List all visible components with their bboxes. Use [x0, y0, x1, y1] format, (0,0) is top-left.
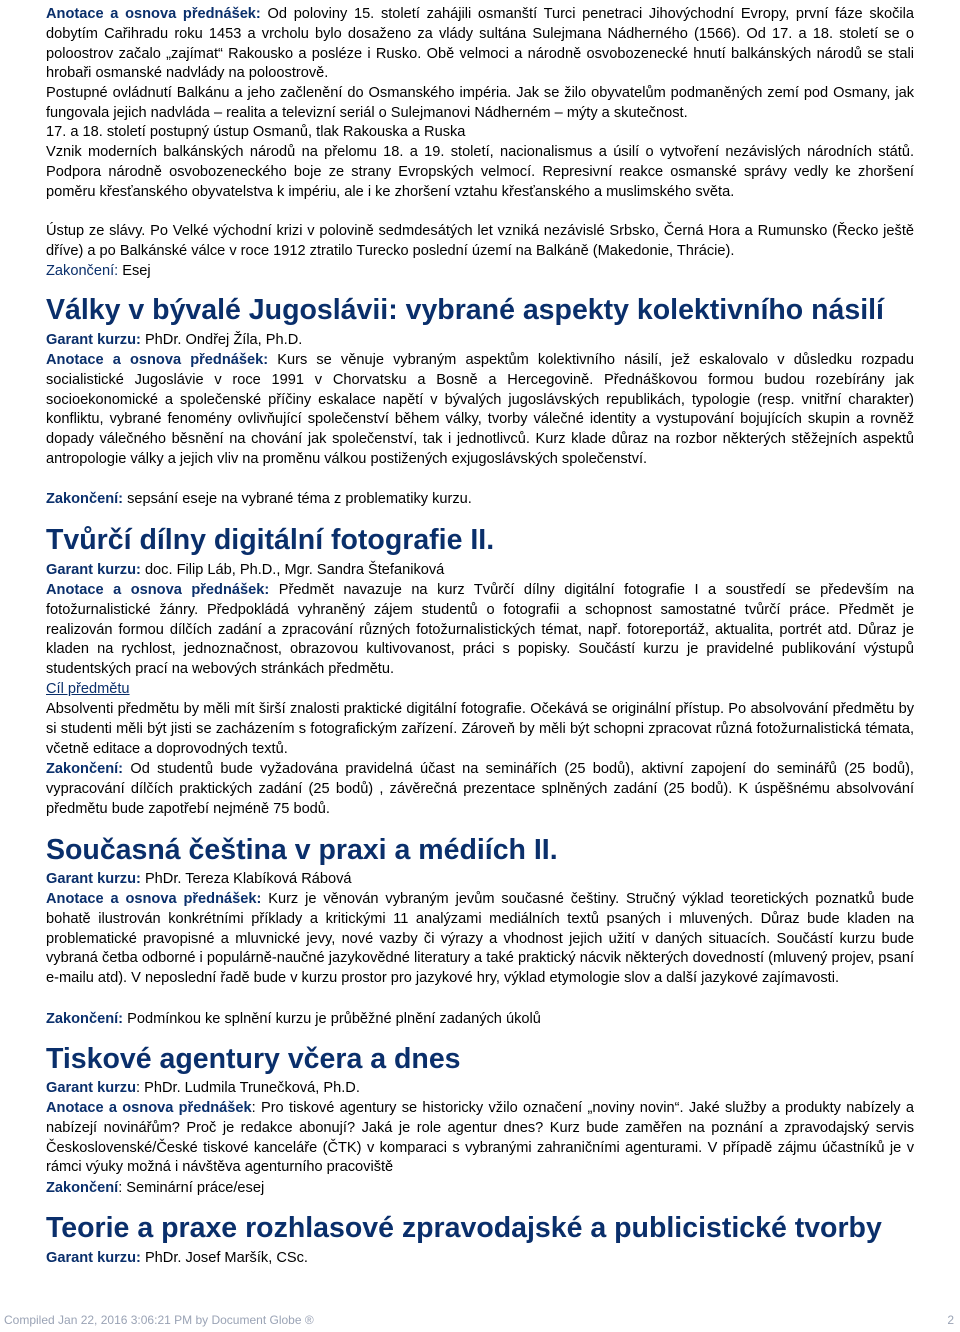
- anotace-text: Kurz je věnován vybraným jevům současné češtiny. Stručný výklad teoretických poznatků bude bohatě ilustrován konkrétními příklady a kritickými 11 analýzami mediálních textů psaných i mluvených. Důraz bude kladen na problematické pravopisné a mluvnické jevy, nové vazby či výrazy a vhodnost jejich užití v daných situacích. Součástí kurzu bude vybraná četba odborné i populárně-naučné jazykovědné literatury a také praktický nácvik některých dovedností (mluvený projev, psaní e-mailu atd). V neposlední řadě bude v kurzu prostor pro jazykové hry, výklad etymologie slov a další jazykové zajímavosti.: [46, 891, 914, 987]
- course-anotace: [46, 351, 914, 470]
- course-garant: [46, 1249, 914, 1269]
- course-zakonceni: [46, 760, 914, 819]
- intro-paragraph-2: [46, 84, 914, 124]
- zakonceni-label: Zakončení: [46, 1180, 119, 1196]
- intro-zakonceni: [46, 262, 914, 282]
- intro-text-2: Postupné ovládnutí Balkánu a jeho začlenění do Osmanského impéria. Jak se žilo obyvatelům podmaněných zemí pod Osmany, jak fungovala jejich nadvláda – realita a televizní seriál o Sulejmanovi Nádherném – mýty a skutečnost.: [46, 85, 914, 121]
- zakonceni-text: Podmínkou ke splnění kurzu je průběžné plnění zadaných úkolů: [127, 1011, 541, 1027]
- garant-label: Garant kurzu:: [46, 562, 141, 578]
- anotace-text: : Pro tiskové agentury se historicky vžilo označení „noviny novin“. Jaké služby a produkty nabízely a nabízejí novinářům? Proč je redakce abonují? Jaká je role agentur dnes? Kurz bude zaměřen na poznání a zpravodajský servis Československé/České tiskové kanceláře (ČTK) v komparaci s vybranými zahraničními agenturami. V případě zájmu účastníků je v rámci výuky možná i návštěva agenturního pracoviště: [46, 1100, 914, 1176]
- course-title: Tiskové agentury včera a dnes: [46, 1043, 461, 1075]
- anotace-label: Anotace a osnova přednášek: [46, 1100, 252, 1116]
- cil-text: Absolventi předmětu by měli mít širší znalosti praktické digitální fotografie. Očekává se originální přístup. Po absolvování předmětu by si studenti měli být jisti se zacházením s fotografickým zařízení. Zároveň by měli být schopni zpracovat různá fotožurnalistická témata, včetně editace a doprovodných textů.: [46, 701, 914, 757]
- course-title: Tvůrčí dílny digitální fotografie II.: [46, 524, 495, 556]
- page-number: 2: [947, 1313, 954, 1327]
- course-zakonceni: [46, 490, 914, 510]
- course-garant: [46, 1079, 914, 1099]
- garant-label: Garant kurzu:: [46, 871, 141, 887]
- intro-paragraph-3: [46, 123, 914, 143]
- course-title: Teorie a praxe rozhlasové zpravodajské a publicistické tvorby: [46, 1212, 882, 1244]
- compiled-info: Compiled Jan 22, 2016 3:06:21 PM by Document Globe ®: [4, 1313, 314, 1327]
- anotace-label: Anotace a osnova přednášek:: [46, 6, 261, 22]
- garant-label: Garant kurzu:: [46, 332, 141, 348]
- anotace-label: Anotace a osnova přednášek:: [46, 352, 269, 368]
- garant-name: doc. Filip Láb, Ph.D., Mgr. Sandra Štefaniková: [144, 562, 445, 578]
- intro-paragraph-4: [46, 143, 914, 202]
- course-anotace: [46, 581, 914, 680]
- course-anotace: [46, 1099, 914, 1178]
- zakonceni-text: Esej: [122, 263, 151, 279]
- intro-text-1: Od poloviny 15. století zahájili osmanští Turci penetraci Jihovýchodní Evropy, první fáze skočila dobytím Cařihradu roku 1453 a vrcholu bylo dosaženo za vlády sultána Sulejmana Nádherného (1566). Od 17. a 18. století se o poloostrov začalo „zajímat“ Rakousko a posléze i Rusko. Obě velmoci a národně osvobozenecké hnutí balkánských národů se stali hrobaři osmanské nadvlády na poloostrově.: [46, 6, 914, 82]
- garant-label: Garant kurzu: [46, 1080, 137, 1096]
- intro-text-4: Vznik moderních balkánských národů na přelomu 18. a 19. století, nacionalismus a úsilí o vytvoření nezávislých národních států. Podpora národně osvobozeneckého boje ze strany Evropských velmocí. Represivní reakce osmanské správy vedly ke zhoršení poměru křesťanského obyvatelstva k impériu, ale i ke zhoršení vztahu křesťanského a muslimského světa.: [46, 144, 914, 200]
- intro-text-5: Ústup ze slávy. Po Velké východní krizi v polovině sedmdesátých let vzniká nezávislé Srbsko, Černá Hora a Rumunsko (Řecko ještě dříve) a po Balkánské válce v roce 1912 ztratilo Turecko poslední území na Balkáně (Makedonie, Thrácie).: [46, 223, 914, 259]
- garant-name: : PhDr. Ludmila Trunečková, Ph.D.: [136, 1080, 360, 1096]
- zakonceni-label: Zakončení:: [46, 491, 124, 507]
- course-zakonceni: [46, 1010, 914, 1030]
- course-garant: [46, 331, 914, 351]
- course-garant: [46, 870, 914, 890]
- course-garant: [46, 561, 914, 581]
- course-anotace: [46, 890, 914, 989]
- intro-paragraph-5: [46, 222, 914, 262]
- intro-text-3: 17. a 18. století postupný ústup Osmanů, tlak Rakouska a Ruska: [46, 124, 466, 140]
- cil-predmetu-link[interactable]: Cíl předmětu: [46, 681, 130, 697]
- zakonceni-text: sepsání eseje na vybrané téma z problematiky kurzu.: [127, 491, 472, 507]
- zakonceni-label: Zakončení:: [46, 761, 124, 777]
- anotace-label: Anotace a osnova přednášek:: [46, 891, 262, 907]
- course-zakonceni: [46, 1179, 914, 1199]
- cil-predmetu-text: [46, 700, 914, 759]
- intro-paragraph-1: [46, 5, 914, 84]
- garant-name: PhDr. Ondřej Žíla, Ph.D.: [144, 332, 303, 348]
- garant-name: PhDr. Josef Maršík, CSc.: [144, 1250, 308, 1266]
- anotace-text: Kurs se věnuje vybraným aspektům kolektivního násilí, jež eskalovalo v důsledku rozpadu socialistické Jugoslávie v roce 1991 v Chorvatsku a Bosně a Hercegovině. Přednáškovou formou budou rozebírány jak socioekonomické a společenské příčiny eskalace napětí v bývalých jugoslávských republikách, typologie (resp. vnitřní charakter) konfliktu, vybrané fenomény ovlivňující společenství během války, tvorby válečné identity a vystupování bojujících skupin a rovněž dopady válečného běsnění na chování jak společenství, tak i jednotlivců. Kurz klade důraz na rozbor některých stěžejních aspektů antropologie války a jejich vliv na proměnu válkou postižených exjugoslávských společenství.: [46, 352, 914, 467]
- garant-label: Garant kurzu:: [46, 1250, 141, 1266]
- anotace-label: Anotace a osnova přednášek:: [46, 582, 270, 598]
- zakonceni-label: Zakončení:: [46, 263, 119, 279]
- zakonceni-label: Zakončení:: [46, 1011, 124, 1027]
- course-title: Současná čeština v praxi a médiích II.: [46, 834, 558, 866]
- garant-name: PhDr. Tereza Klabíková Rábová: [144, 871, 352, 887]
- cil-predmetu-heading: [46, 680, 914, 700]
- zakonceni-text: Od studentů bude vyžadována pravidelná účast na seminářích (25 bodů), aktivní zapojení do seminářů (25 bodů), vypracování dílčích praktických zadání (25 bodů) , závěrečná prezentace splněných zadání (25 bodů). K úspěšnému absolvování předmětu bude zapotřebí nejméně 75 bodů.: [46, 761, 914, 817]
- anotace-text: Předmět navazuje na kurz Tvůrčí dílny digitální fotografie I a soustředí se především na fotožurnalistické žánry. Předpokládá vyhraněný zájem studentů o fotografii a schopnost samostatné tvůrčí práce. Předmět je realizován formou dílčích zadání a zpracování různých fotožurnalistických témat, např. fotoreportáž, aktualita, portrét atd. Důraz je kladen na rychlost, jednoznačnost, obrazovou kultivovanost, práci s popisky. Součástí kurzu je pravidelné publikování výstupů studentských prací na webových stránkách předmětu.: [46, 582, 914, 678]
- course-title: Války v bývalé Jugoslávii: vybrané aspekty kolektivního násilí: [46, 294, 884, 326]
- zakonceni-text: : Seminární práce/esej: [118, 1180, 265, 1196]
